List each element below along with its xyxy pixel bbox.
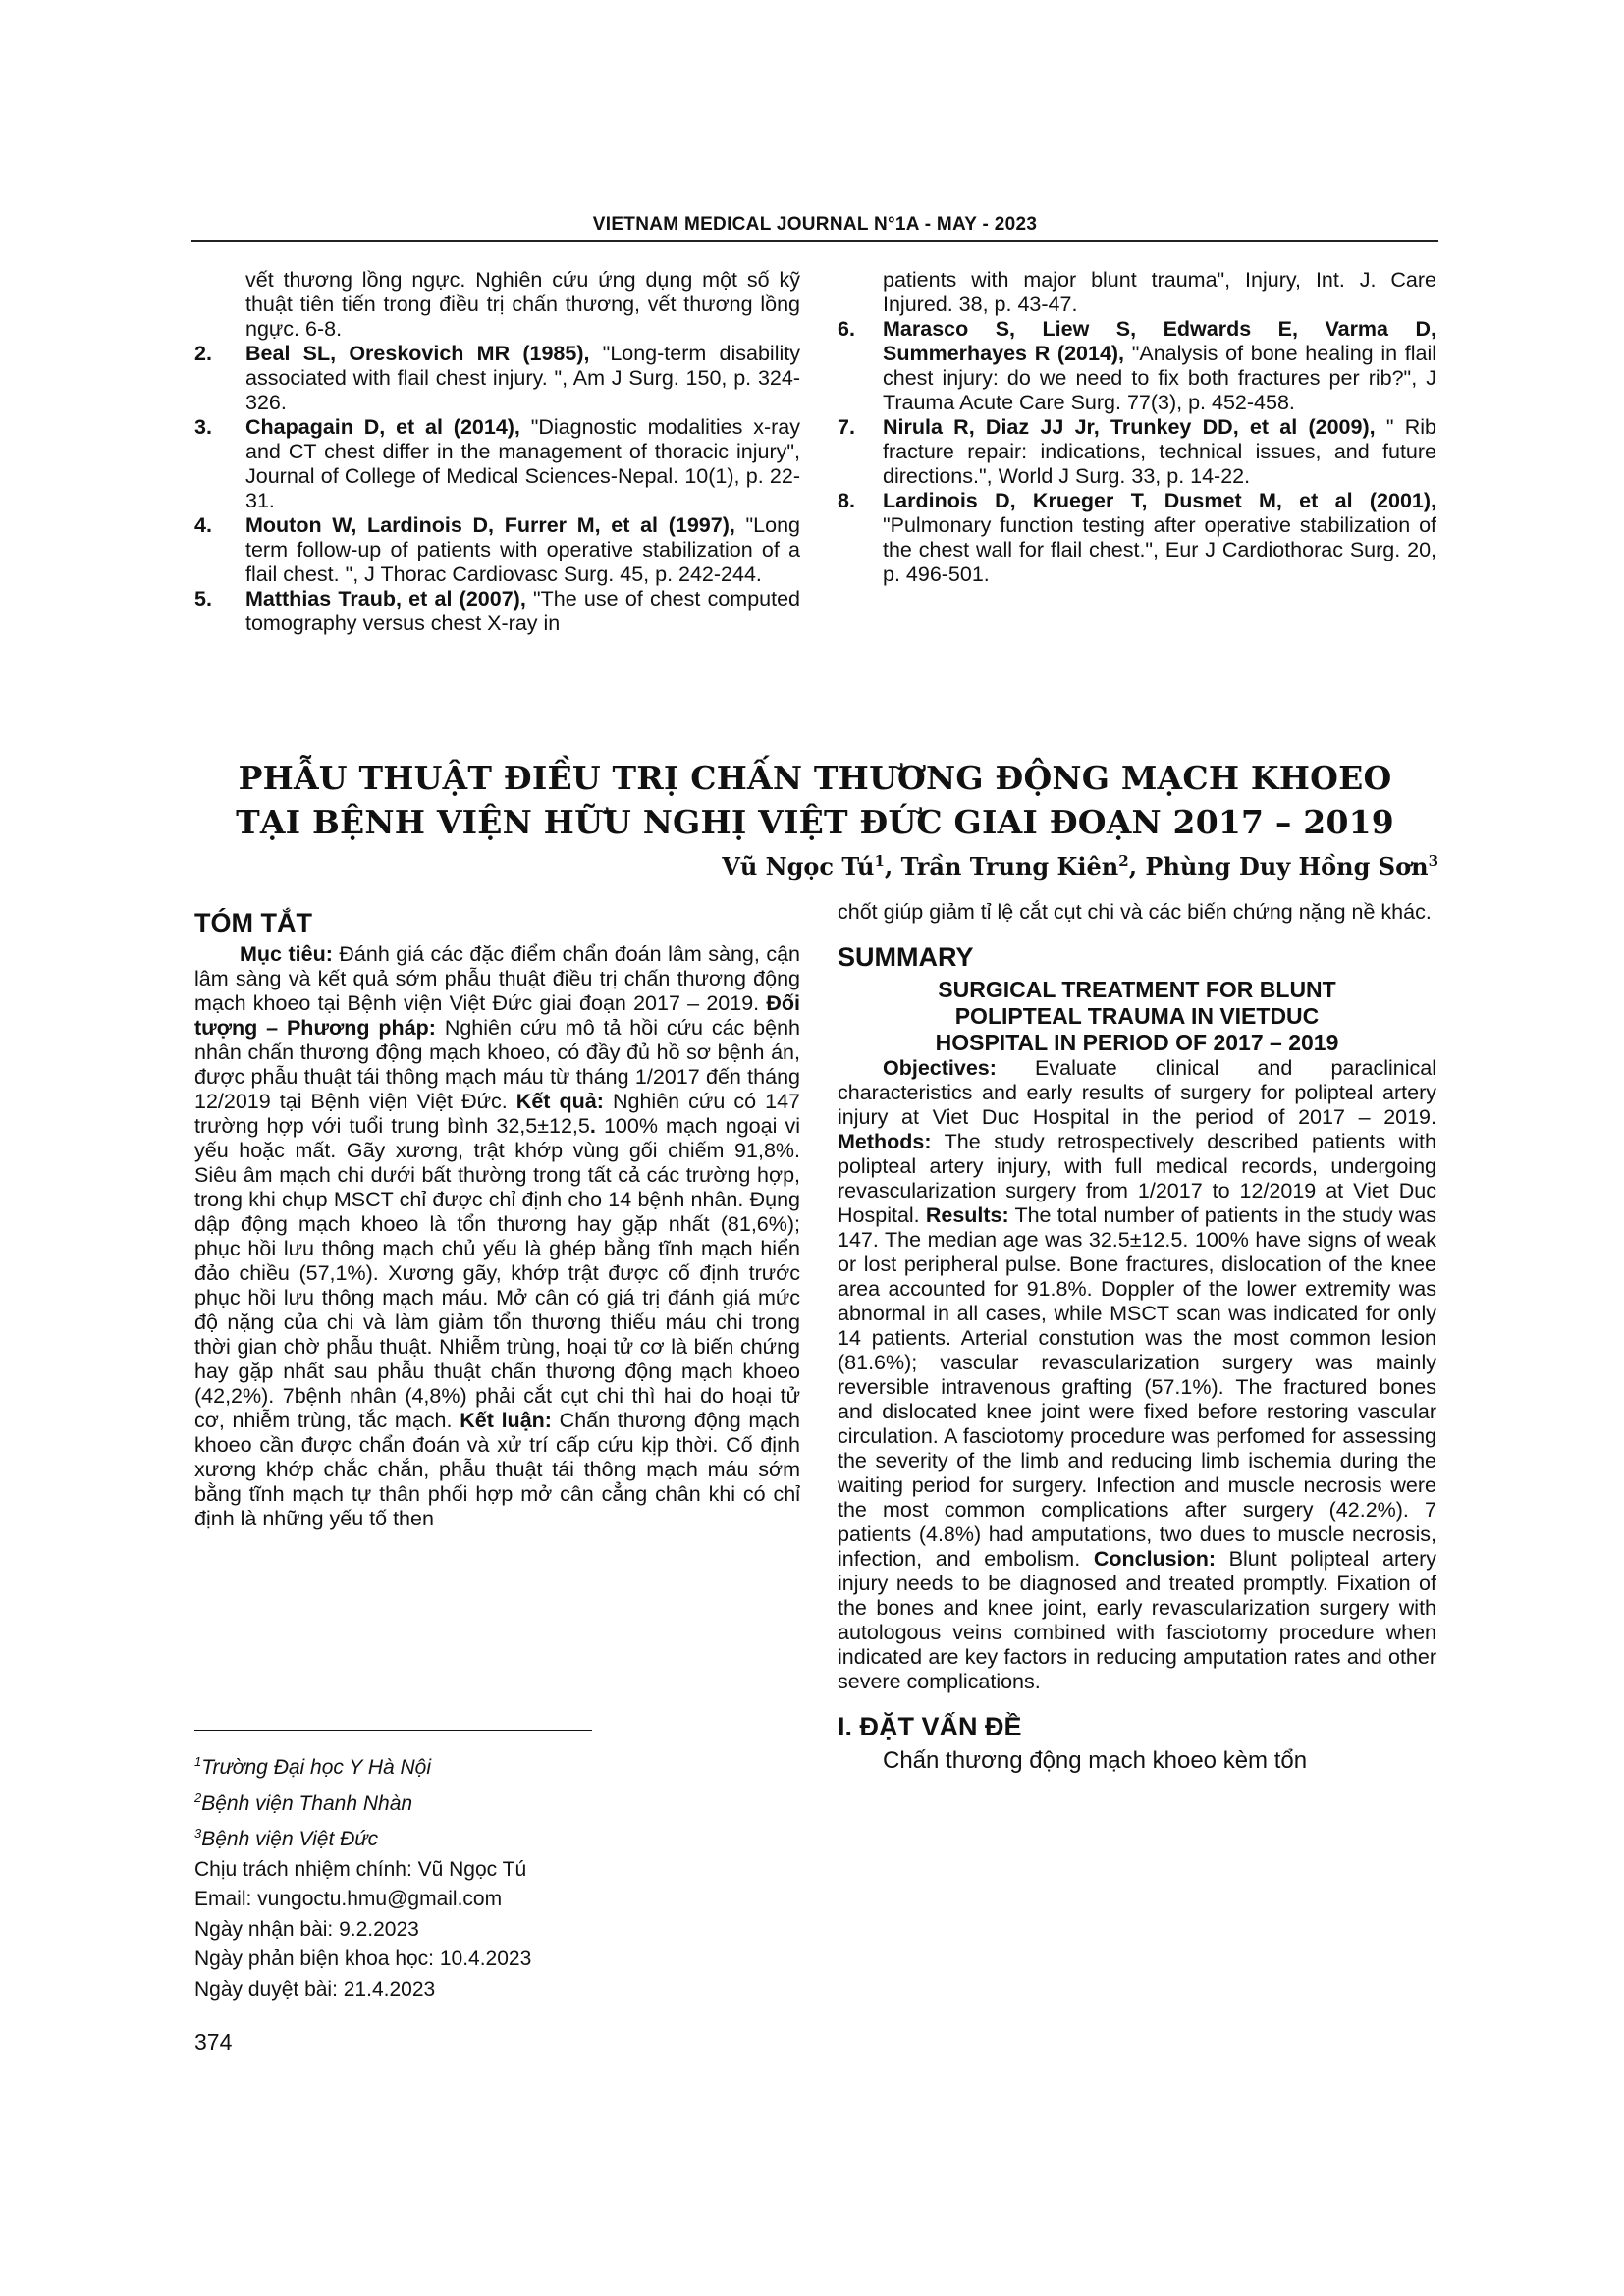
- references-left: [194, 268, 800, 636]
- reference-number: 8.: [838, 489, 855, 512]
- affiliation-3: [194, 1819, 800, 1855]
- summary-title-line-2: POLIPTEAL TRAUMA IN VIETDUC: [954, 1003, 1320, 1029]
- affiliation-number: 3: [194, 1826, 202, 1841]
- affiliation-1: [194, 1747, 800, 1784]
- reference-number: 2.: [194, 342, 212, 365]
- reference-number: 7.: [838, 415, 855, 439]
- author-list: Vũ Ngọc $Tú^1$, Trần Trung Kiên$^2$, Phùng Duy Hồng Sơn$^3$: [722, 852, 1438, 881]
- abstract-label-conclusion: Kết luận:: [460, 1409, 552, 1432]
- reference-text: "Diagnostic modalities x-ray and CT chest differ in the management of thoracic injury", Journal of College of Medical Sciences-Nepal. 10(1), p. 22-31.: [245, 415, 800, 512]
- affiliation-number: 1: [194, 1754, 202, 1769]
- author-name: Vũ Ngọc Tú: [722, 852, 875, 881]
- affiliation-text: Bệnh viện Việt Đức: [201, 1828, 379, 1850]
- reference-item: [838, 317, 1436, 415]
- article-title: [191, 756, 1438, 844]
- abstract-methods-text: Nghiên cứu mô tả hồi cứu các bệnh nhân chấn thương động mạch khoeo, có đầy đủ hồ sơ bệnh án, được phẫu thuật tái thông mạch máu từ tháng 1/2017 đến tháng 12/2019 tại Bệnh viện Việt Đức.: [194, 1016, 800, 1113]
- reference-text: " Rib fracture repair: indications, technical issues, and future directions.", World J Surg. 33, p. 14-22.: [883, 415, 1436, 488]
- received-date: Ngày nhận bài: 9.2.2023: [194, 1917, 419, 1941]
- header-rule: [191, 240, 1438, 242]
- abstract-conclusion-continuation: chốt giúp giảm tỉ lệ cắt cụt chi và các biến chứng nặng nề khác.: [838, 900, 1432, 924]
- abstract-results-text: Nghiên cứu có 147 trường hợp với tuổi trung bình 32,5±12,5: [194, 1090, 800, 1138]
- abstract-label-objectives: Mục tiêu:: [240, 942, 333, 966]
- reference-text: "Long term follow-up of patients with operative stabilization of a flail chest. ", J Thorac Cardiovasc Surg. 45, p. 242-244.: [245, 513, 800, 586]
- abstract-label-results: Kết quả:: [515, 1090, 604, 1113]
- summary-label-results: Results:: [925, 1203, 1009, 1227]
- author-affiliation: 1: [874, 852, 885, 870]
- author-affiliation: 3: [1428, 852, 1438, 870]
- reference-number: 3.: [194, 415, 212, 439]
- reference-number: 4.: [194, 513, 212, 537]
- intro-heading: I. ĐẶT VẤN ĐỀ: [838, 1712, 1022, 1741]
- affiliation-text: Bệnh viện Thanh Nhàn: [201, 1791, 413, 1815]
- responsible-author: Chịu trách nhiệm chính: Vũ Ngọc Tú: [194, 1857, 527, 1881]
- affiliation-number: 2: [194, 1789, 202, 1805]
- reference-authors: Chapagain D, et al (2014),: [245, 415, 520, 439]
- reference-number: 5.: [194, 587, 212, 611]
- reference-authors: Marasco S, Liew S, Edwards E, Varma D, Summerhayes R (2014),: [883, 317, 1436, 365]
- reference-authors: Matthias Traub, et al (2007),: [245, 587, 526, 611]
- reference-item: [194, 415, 800, 513]
- summary-title-line-3: HOSPITAL IN PERIOD OF 2017 – 2019: [935, 1030, 1339, 1055]
- journal-header: VIETNAM MEDICAL JOURNAL N°1A - MAY - 2023: [592, 214, 1038, 235]
- abstract-objectives-text: Đánh giá các đặc điểm chẩn đoán lâm sàng, cận lâm sàng và kết quả sớm phẫu thuật điều trị chấn thương động mạch khoeo tại Bệnh viện Việt Đức giai đoạn 2017 – 2019.: [194, 942, 801, 1015]
- reference-continuation: patients with major blunt trauma", Injury, Int. J. Care Injured. 38, p. 43-47.: [883, 268, 1436, 316]
- reference-item: [838, 415, 1436, 489]
- affiliation-2: [194, 1784, 800, 1820]
- reference-continuation: vết thương lồng ngực. Nghiên cứu ứng dụng một số kỹ thuật tiên tiến trong điều trị chấn thương, vết thương lồng ngực. 6-8.: [245, 268, 800, 341]
- reference-item: [194, 513, 800, 587]
- summary-conclusion-text: Blunt polipteal artery injury needs to be diagnosed and treated promptly. Fixation of the bones and knee joint, early revascularization surgery with autologous veins combined with fasciotomy procedure when indicated are key factors in reducing amputation rates and other severe complications.: [838, 1547, 1436, 1693]
- summary-label-conclusion: Conclusion:: [1093, 1547, 1217, 1571]
- email: Email: vungoctu.hmu@gmail.com: [194, 1888, 503, 1910]
- reference-text: "Long-term disability associated with flail chest injury. ", Am J Surg. 150, p. 324-326.: [245, 342, 800, 414]
- summary-heading: SUMMARY: [838, 942, 974, 972]
- page-number: 374: [194, 2029, 233, 2055]
- author-name: Phùng Duy Hồng Sơn: [1145, 852, 1429, 881]
- footnotes: [194, 1747, 800, 2004]
- reference-authors: Lardinois D, Krueger T, Dusmet M, et al (2001),: [883, 489, 1436, 512]
- reference-authors: Mouton W, Lardinois D, Furrer M, et al (1997),: [245, 513, 735, 537]
- reference-text: "Pulmonary function testing after operative stabilization of the chest wall for flail chest.", Eur J Cardiothorac Surg. 20, p. 496-501.: [883, 513, 1436, 586]
- reference-item: [194, 342, 800, 415]
- reference-number: 6.: [838, 317, 855, 341]
- right-column-body: [838, 900, 1436, 1776]
- reference-item: [838, 489, 1436, 587]
- review-date: Ngày phản biện khoa học: 10.4.2023: [194, 1948, 532, 1970]
- accepted-date: Ngày duyệt bài: 21.4.2023: [194, 1977, 436, 2001]
- abstract-heading: TÓM TẮT: [194, 908, 312, 937]
- author-affiliation: 2: [1118, 852, 1129, 870]
- author-name: Trần Trung Kiên: [900, 852, 1119, 881]
- summary-objectives-text: Evaluate clinical and paraclinical characteristics and early results of surgery for polipteal artery injury at Viet Duc Hospital in the period of 2017 – 2019.: [838, 1056, 1436, 1129]
- references-right: [838, 268, 1436, 587]
- summary-text: [838, 1056, 1436, 1694]
- summary-methods-text: The study retrospectively described patients with polipteal artery injury, with full medical records, undergoing revascularization surgery from 1/2017 to 12/2019 at Viet Duc Hospital.: [838, 1130, 1436, 1227]
- summary-title-line-1: SURGICAL TREATMENT FOR BLUNT: [938, 977, 1336, 1002]
- abstract-vietnamese: [194, 908, 800, 1531]
- reference-text: "The use of chest computed tomography versus chest X-ray in: [245, 587, 801, 635]
- reference-authors: Nirula R, Diaz JJ Jr, Trunkey DD, et al (2009),: [883, 415, 1376, 439]
- reference-text: "Analysis of bone healing in flail chest injury: do we need to fix both fractures per rib?", J Trauma Acute Care Surg. 77(3), p. 452-458.: [883, 342, 1437, 414]
- summary-label-objectives: Objectives:: [883, 1056, 997, 1080]
- abstract-label-methods: Đối tượng – Phương pháp:: [194, 991, 800, 1040]
- article-title-line-1: PHẪU THUẬT ĐIỀU TRỊ CHẤN THƯƠNG ĐỘNG MẠCH KHOEO: [238, 759, 1392, 797]
- abstract-results-dot: .: [589, 1114, 596, 1138]
- footnote-rule: [194, 1730, 592, 1731]
- abstract-conclusion-text: Chấn thương động mạch khoeo cần được chẩn đoán và xử trí cấp cứu kịp thời. Cố định xương khớp chắc chắn, phẫu thuật tái thông mạch máu sớm bằng tĩnh mạch tự thân phối hợp mở cân cẳng chân khi có chỉ định là những yếu tố then: [194, 1409, 800, 1530]
- reference-authors: Beal SL, Oreskovich MR (1985),: [245, 342, 590, 365]
- summary-results-text: The total number of patients in the study was 147. The median age was 32.5±12.5. 100% have signs of weak or lost peripheral pulse. Bone fractures, dislocation of the knee area accounted for 91.8%. Doppler of the lower extremity was abnormal in all cases, while MSCT scan was indicated for only 14 patients. Arterial constution was the most common lesion (81.6%); vascular revascularization surgery was mainly reversible intravenous grafting (57.1%). The fractured bones and dislocated knee joint were fixed before restoring vascular circulation. A fasciotomy procedure was perfomed for assessing the severity of the limb and reducing limb ischemia during the waiting period for surgery. Infection and muscle necrosis were the most common complications after surgery (42.2%). 7 patients (4.8%) had amputations, two dues to muscle necrosis, infection, and embolism.: [838, 1203, 1437, 1571]
- intro-text: Chấn thương động mạch khoeo kèm tổn: [883, 1747, 1308, 1774]
- abstract-text: [194, 942, 800, 1531]
- reference-item: [194, 587, 800, 636]
- affiliation-text: Trường Đại học Y Hà Nội: [201, 1756, 432, 1779]
- abstract-results-text-2: 100% mạch ngoại vi yếu hoặc mất. Gãy xương, trật khớp vùng gối chiếm 91,8%. Siêu âm mạch chi dưới bất thường trong tất cả các trường hợp, trong khi chụp MSCT chỉ được chỉ định cho 14 bệnh nhân. Đụng dập động mạch khoeo là tổn thương hay gặp nhất (81,6%); phục hồi lưu thông mạch chủ yếu là ghép bằng tĩnh mạch hiển đảo chiều (57,1%). Xương gãy, khớp trật được cố định trước phục hồi lưu thông mạch máu. Mở cân có giá trị đánh giá mức độ nặng của chi và làm giảm tổn thương thiếu máu chi trong thời gian chờ phẫu thuật. Nhiễm trùng, hoại tử cơ là biến chứng hay gặp nhất sau phẫu thuật chấn thương động mạch khoeo (42,2%). 7bệnh nhân (4,8%) phải cắt cụt chi thì hai do hoại tử cơ, nhiễm trùng, tắc mạch.: [194, 1114, 800, 1432]
- article-title-line-2: TẠI BỆNH VIỆN HỮU NGHỊ VIỆT ĐỨC GIAI ĐOẠN 2017 – 2019: [236, 803, 1394, 841]
- summary-label-methods: Methods:: [838, 1130, 932, 1153]
